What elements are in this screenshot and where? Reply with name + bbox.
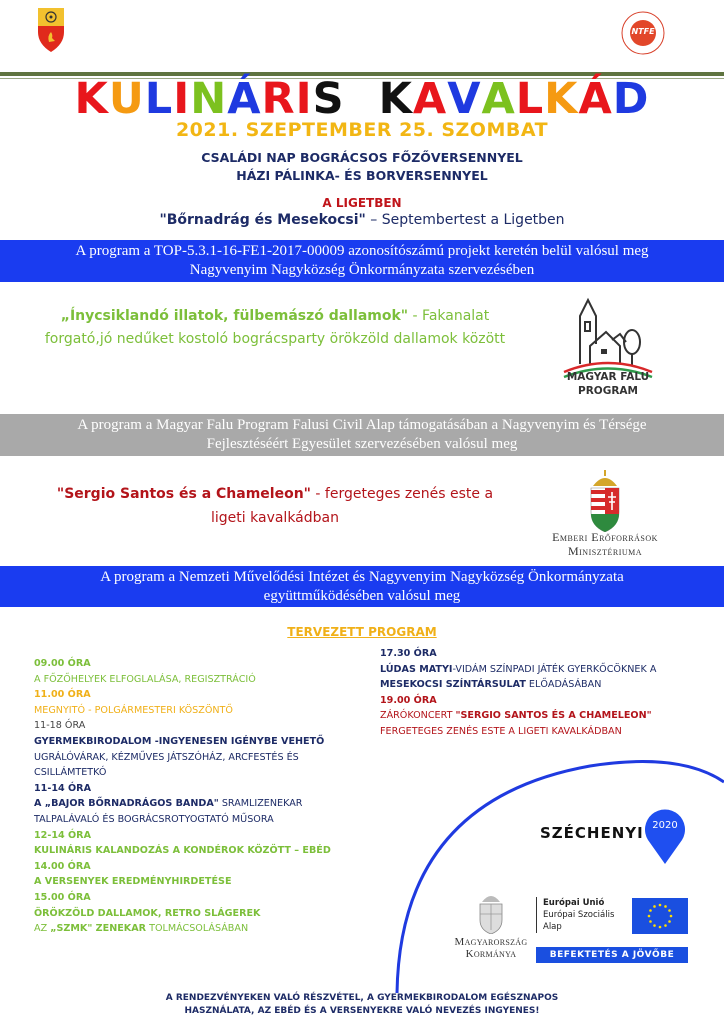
event-date: 2021. SZEPTEMBER 25. SZOMBAT (175, 119, 549, 141)
invest-in-future-banner: BEFEKTETÉS A JÖVŐBE (536, 947, 688, 963)
hu-gov-line-2: Kormánya (465, 948, 517, 960)
ntfe-logo-text: NTFE (631, 27, 655, 36)
highlight-concert-bold: "Sergio Santos és a Chameleon" (56, 486, 311, 502)
schedule-desc-bold: LÚDAS MATYI (380, 663, 453, 675)
funding-band-middle-line-2: Fejlesztéséért Egyesület szervezésében valósul meg (206, 436, 518, 452)
map-pin-icon (642, 806, 688, 866)
eu-star (648, 915, 651, 918)
magyar-falu-program-text (540, 370, 676, 398)
hu-gov-line-1: Magyarország (454, 936, 528, 948)
schedule-desc-bold: A „BAJOR BŐRNADRÁGOS BANDA" (34, 798, 219, 810)
title-letter: N (190, 74, 228, 124)
eu-line-3: Alap (543, 922, 562, 932)
schedule-desc (380, 708, 700, 739)
hungarian-government-text (446, 936, 536, 960)
schedule-desc-rest: TOLMÁCSOLÁSÁBAN (146, 923, 249, 935)
eu-star (653, 924, 656, 927)
eu-fund-text (536, 897, 623, 933)
schedule-desc-rest: -VIDÁM SZÍNPADI JÁTÉK GYERKŐCÖKNEK A (452, 663, 657, 675)
eu-flag (632, 898, 688, 934)
title-word-kavalkad (379, 74, 650, 124)
schedule-time: 12-14 ÓRA (34, 829, 91, 841)
title-letter: Á (578, 74, 613, 124)
festival-name-rest: – Septembertest a Ligetben (365, 212, 565, 228)
municipal-coat-of-arms-icon (38, 8, 64, 52)
eu-line-2: Európai Szociális (543, 910, 615, 920)
subtitle-line-1: CSALÁDI NAP BOGRÁCSOS FŐZŐVERSENNYEL (201, 150, 523, 165)
title-letter: Á (227, 74, 262, 124)
schedule-time: 11.00 ÓRA (34, 689, 91, 701)
festival-name (0, 212, 724, 228)
poster-title (0, 74, 724, 124)
title-letter: D (612, 74, 650, 124)
title-letter: L (515, 74, 545, 124)
schedule-left-column (34, 656, 364, 937)
emmi-line-2: Minisztériuma (567, 544, 643, 558)
location-label: A LIGETBEN (322, 196, 402, 210)
eu-star (668, 920, 671, 923)
schedule-desc-pre: AZ (34, 923, 51, 935)
eu-star (659, 904, 662, 907)
title-letter: I (295, 74, 313, 124)
eu-star (664, 924, 667, 927)
funding-band-bottom-line-2: együttműködésében valósul meg (263, 588, 461, 604)
title-letter: I (173, 74, 191, 124)
title-letter: U (108, 74, 145, 124)
eu-star (653, 905, 656, 908)
eu-star (659, 926, 662, 929)
highlight-cooking-party-rest: - Fakanalat forgató,jó nedűket kostoló bográcsparty örökzöld dallamok között (44, 308, 506, 347)
funding-band-top-line-1: A program a TOP-5.3.1-16-FE1-2017-00009 azonosítószámú projekt keretén belül valósul meg (75, 243, 649, 259)
schedule-desc-bold-2: MESEKOCSI SZÍNTÁRSULAT (380, 679, 526, 691)
funding-band-top-line-2: Nagyvenyim Nagyközség Önkormányzata szervezésében (189, 262, 535, 278)
schedule-desc-pre: ZÁRÓKONCERT (380, 710, 456, 722)
schedule-time: 17.30 ÓRA (380, 648, 437, 659)
schedule-time: 19.00 ÓRA (380, 694, 437, 706)
title-letter: A (481, 74, 516, 124)
funding-band-bottom-line-1: A program a Nemzeti Művelődési Intézet és Nagyvenyim Nagyközség Önkormányzata (100, 569, 624, 585)
schedule-desc-end: ELŐADÁSÁBAN (525, 679, 602, 691)
title-letter: S (312, 74, 345, 124)
eu-star (670, 915, 673, 918)
eu-star (668, 909, 671, 912)
schedule-time: 09.00 ÓRA (34, 658, 91, 669)
highlight-cooking-party-bold: „Ínycsiklandó illatok, fülbemászó dallamok" (60, 308, 409, 324)
eu-star (649, 920, 652, 923)
eu-star (664, 905, 667, 908)
title-letter: K (74, 74, 109, 124)
szechenyi-label: SZÉCHENYI (540, 824, 644, 842)
eu-star (649, 909, 652, 912)
schedule-time: 11-18 ÓRA (34, 720, 86, 732)
schedule-desc: A FŐZŐHELYEK ELFOGLALÁSA, REGISZTRÁCIÓ (34, 673, 256, 685)
title-letter: K (544, 74, 579, 124)
emmi-ministry-text (525, 530, 685, 558)
schedule-desc (34, 921, 364, 937)
schedule-right-column (380, 646, 700, 740)
schedule-desc-bold: "SERGIO SANTOS ÉS A CHAMELEON" (455, 710, 652, 722)
schedule-desc: A VERSENYEK EREDMÉNYHIRDETÉSE (34, 876, 232, 888)
funding-band-middle-line-1: A program a Magyar Falu Program Falusi Civil Alap támogatásában a Nagyvenyim és Térsége (77, 417, 647, 433)
subtitle-line-2: HÁZI PÁLINKA- ÉS BORVERSENNYEL (236, 168, 488, 183)
festival-name-bold: "Bőrnadrág és Mesekocsi" (159, 212, 366, 228)
schedule-desc-bold: GYERMEKBIRODALOM -INGYENESEN IGÉNYBE VEHETŐ (34, 735, 325, 747)
highlight-cooking-party (40, 305, 510, 351)
funding-band-middle (0, 414, 724, 456)
schedule-desc: KULINÁRIS KALANDOZÁS A KONDÉROK KÖZÖTT – EBÉD (34, 845, 331, 857)
funding-band-bottom (0, 566, 724, 607)
footer-notice-line-1: A RENDEZVÉNYEKEN VALÓ RÉSZVÉTEL, A GYERMEKBIRODALOM EGÉSZNAPOS (165, 993, 559, 1003)
program-title: TERVEZETT PROGRAM (287, 625, 437, 639)
schedule-desc-rest: FERGETEGES ZENÉS ESTE A LIGETI KAVALKÁDBAN (380, 725, 622, 737)
schedule-time: 11-14 ÓRA (34, 782, 91, 794)
schedule-desc-rest: SRAMLIZENEKAR TALPALÁVALÓ ÉS BOGRÁCSROTYOGTATÓ MŰSORA (34, 798, 303, 825)
falu-line-2: PROGRAM (578, 385, 638, 397)
hungarian-crest-icon (585, 468, 625, 532)
schedule-desc (34, 734, 364, 781)
ntfe-logo (620, 10, 666, 56)
schedule-desc-bold: „SZMK" ZENEKAR (50, 923, 147, 935)
title-letter: L (144, 74, 174, 124)
funding-band-top (0, 240, 724, 282)
title-letter: V (447, 74, 482, 124)
schedule-desc (380, 662, 700, 693)
schedule-time: 15.00 ÓRA (34, 891, 91, 903)
schedule-desc: MEGNYITÓ - POLGÁRMESTERI KÖSZÖNTŐ (34, 704, 233, 716)
title-letter: K (378, 74, 413, 124)
emmi-line-1: Emberi Erőforrások (552, 530, 658, 544)
hungarian-government-crest-icon (476, 890, 506, 934)
szechenyi-year: 2020 (652, 820, 678, 831)
title-letter: A (412, 74, 448, 124)
falu-line-1: MAGYAR FALU (566, 371, 650, 383)
schedule-desc-rest: UGRÁLÓVÁRAK, KÉZMŰVES JÁTSZÓHÁZ, ARCFESTÉS ÉS CSILLÁMTETKÓ (34, 751, 299, 779)
title-letter: R (261, 74, 296, 124)
highlight-concert-rest: - fergeteges zenés este a ligeti kavalkádban (211, 486, 494, 526)
highlight-concert (40, 482, 510, 530)
schedule-desc (34, 796, 364, 827)
szechenyi-pin (642, 806, 688, 866)
schedule-time: 14.00 ÓRA (34, 860, 91, 872)
eu-line-1: Európai Unió (543, 898, 605, 908)
footer-notice-line-2: HASZNÁLATA, AZ EBÉD ÉS A VERSENYEKRE VALÓ NEVEZÉS INGYENES! (184, 1006, 540, 1016)
schedule-desc: ÖRÖKZÖLD DALLAMOK, RETRO SLÁGEREK (34, 907, 261, 919)
eu-stars-icon (632, 898, 688, 934)
title-word-kulinaris (75, 74, 345, 124)
